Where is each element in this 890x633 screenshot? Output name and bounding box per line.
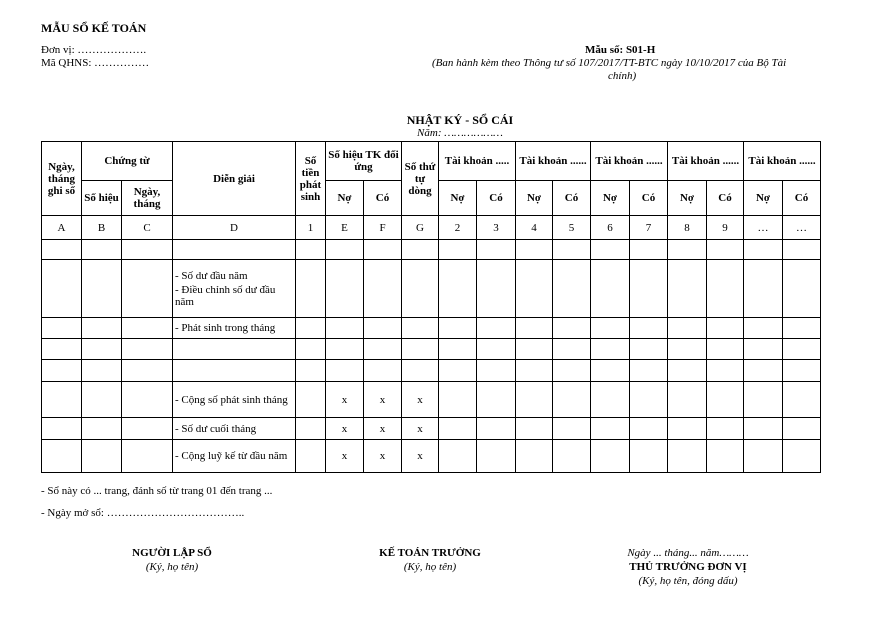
code-cell: … <box>744 216 783 240</box>
code-cell: 9 <box>707 216 744 240</box>
table-row <box>42 318 821 339</box>
header-co: Có <box>364 181 402 216</box>
x-mark: x <box>326 418 364 440</box>
x-mark: x <box>402 418 439 440</box>
don-vi-label: Đơn vị: ………………. <box>41 44 147 56</box>
header-no: Nợ <box>668 181 707 216</box>
mau-so-label: Mẫu số: S01-H <box>585 44 656 56</box>
header-chung-tu: Chứng từ <box>82 142 173 181</box>
x-mark: x <box>402 440 439 473</box>
ngay-thang-nam: Ngày ... tháng... năm……… <box>627 547 749 559</box>
ky-ho-ten-1: (Ký, họ tên) <box>145 561 199 573</box>
code-cell: 6 <box>591 216 630 240</box>
row-dieu-chinh: - Điều chỉnh số dư đầu năm <box>175 283 276 308</box>
header-co: Có <box>707 181 744 216</box>
header-no: Nợ <box>591 181 630 216</box>
code-cell: … <box>783 216 821 240</box>
table-row <box>42 360 821 382</box>
column-code-row <box>42 216 821 240</box>
code-cell: F <box>364 216 402 240</box>
x-mark: x <box>364 382 402 418</box>
header-co: Có <box>783 181 821 216</box>
code-cell: 7 <box>630 216 668 240</box>
header-co: Có <box>477 181 516 216</box>
code-cell: D <box>173 216 296 240</box>
table-row <box>42 260 821 318</box>
header-tai-khoan-4: Tài khoản ...... <box>668 142 744 181</box>
header-row-1 <box>42 142 821 181</box>
ban-hanh-line-1: (Ban hành kèm theo Thông tư số 107/2017/TT-BTC ngày 10/10/2017 của Bộ Tài <box>432 57 787 69</box>
table-row <box>42 240 821 260</box>
header-so-hieu-tk: Số hiệu TK đối ứng <box>326 142 402 181</box>
code-cell: E <box>326 216 364 240</box>
header-no: Nợ <box>744 181 783 216</box>
code-cell: 5 <box>553 216 591 240</box>
code-cell: 4 <box>516 216 553 240</box>
code-cell: 3 <box>477 216 516 240</box>
header-no: Nợ <box>516 181 553 216</box>
code-cell: B <box>82 216 122 240</box>
table-row <box>42 382 821 418</box>
ma-qhns-label: Mã QHNS: …………… <box>41 57 150 69</box>
x-mark: x <box>326 440 364 473</box>
form-title: MẪU SỔ KẾ TOÁN <box>41 21 147 35</box>
row-cong-so-phat-sinh: - Cộng số phát sinh tháng <box>173 382 296 418</box>
year-label: Năm: ……………… <box>417 127 503 139</box>
header-so-thu-tu: Số thứ tự dòng <box>402 142 439 216</box>
code-cell: C <box>122 216 173 240</box>
header-ngay-thang: Ngày, tháng ghi sổ <box>42 142 82 216</box>
table-row <box>42 339 821 360</box>
header-co: Có <box>630 181 668 216</box>
ledger-table <box>41 141 821 473</box>
x-mark: x <box>364 440 402 473</box>
header-co: Có <box>553 181 591 216</box>
footer-note-1: - Sổ này có ... trang, đánh số từ trang 01 đến trang ... <box>41 485 273 497</box>
header-no: Nợ <box>439 181 477 216</box>
header-so-hieu: Số hiệu <box>82 181 122 216</box>
ky-ho-ten-dau: (Ký, họ tên, đóng dấu) <box>638 575 738 587</box>
code-cell: 8 <box>668 216 707 240</box>
header-tai-khoan-5: Tài khoản ...... <box>744 142 821 181</box>
row-so-du-dau-nam: - Số dư đầu năm <box>175 269 248 282</box>
header-no: Nợ <box>326 181 364 216</box>
table-row <box>42 440 821 473</box>
row-so-du-cuoi-thang: - Số dư cuối tháng <box>173 418 296 440</box>
x-mark: x <box>364 418 402 440</box>
header-tai-khoan-1: Tài khoản ..... <box>439 142 516 181</box>
opening-lines-cell <box>173 260 296 318</box>
header-dien-giai: Diễn giải <box>173 142 296 216</box>
code-cell: G <box>402 216 439 240</box>
code-cell: 1 <box>296 216 326 240</box>
row-phat-sinh: - Phát sinh trong tháng <box>173 318 296 339</box>
code-cell: 2 <box>439 216 477 240</box>
header-tai-khoan-3: Tài khoản ...... <box>591 142 668 181</box>
table-row <box>42 418 821 440</box>
header-so-tien: Số tiền phát sinh <box>296 142 326 216</box>
thu-truong-don-vi: THỦ TRƯỞNG ĐƠN VỊ <box>629 561 747 573</box>
x-mark: x <box>402 382 439 418</box>
x-mark: x <box>326 382 364 418</box>
row-cong-luy-ke: - Cộng luỹ kế từ đầu năm <box>173 440 296 473</box>
ban-hanh-line-2: chính) <box>608 70 637 82</box>
header-ngay-thang-ct: Ngày, tháng <box>122 181 173 216</box>
ke-toan-truong: KẾ TOÁN TRƯỞNG <box>379 547 481 559</box>
nguoi-lap-so: NGƯỜI LẬP SỔ <box>132 547 212 559</box>
footer-note-2: - Ngày mở sổ: ……………………………….. <box>41 507 245 519</box>
ky-ho-ten-2: (Ký, họ tên) <box>403 561 457 573</box>
ledger-title: NHẬT KÝ - SỔ CÁI <box>406 113 514 127</box>
code-cell: A <box>42 216 82 240</box>
header-tai-khoan-2: Tài khoản ...... <box>516 142 591 181</box>
